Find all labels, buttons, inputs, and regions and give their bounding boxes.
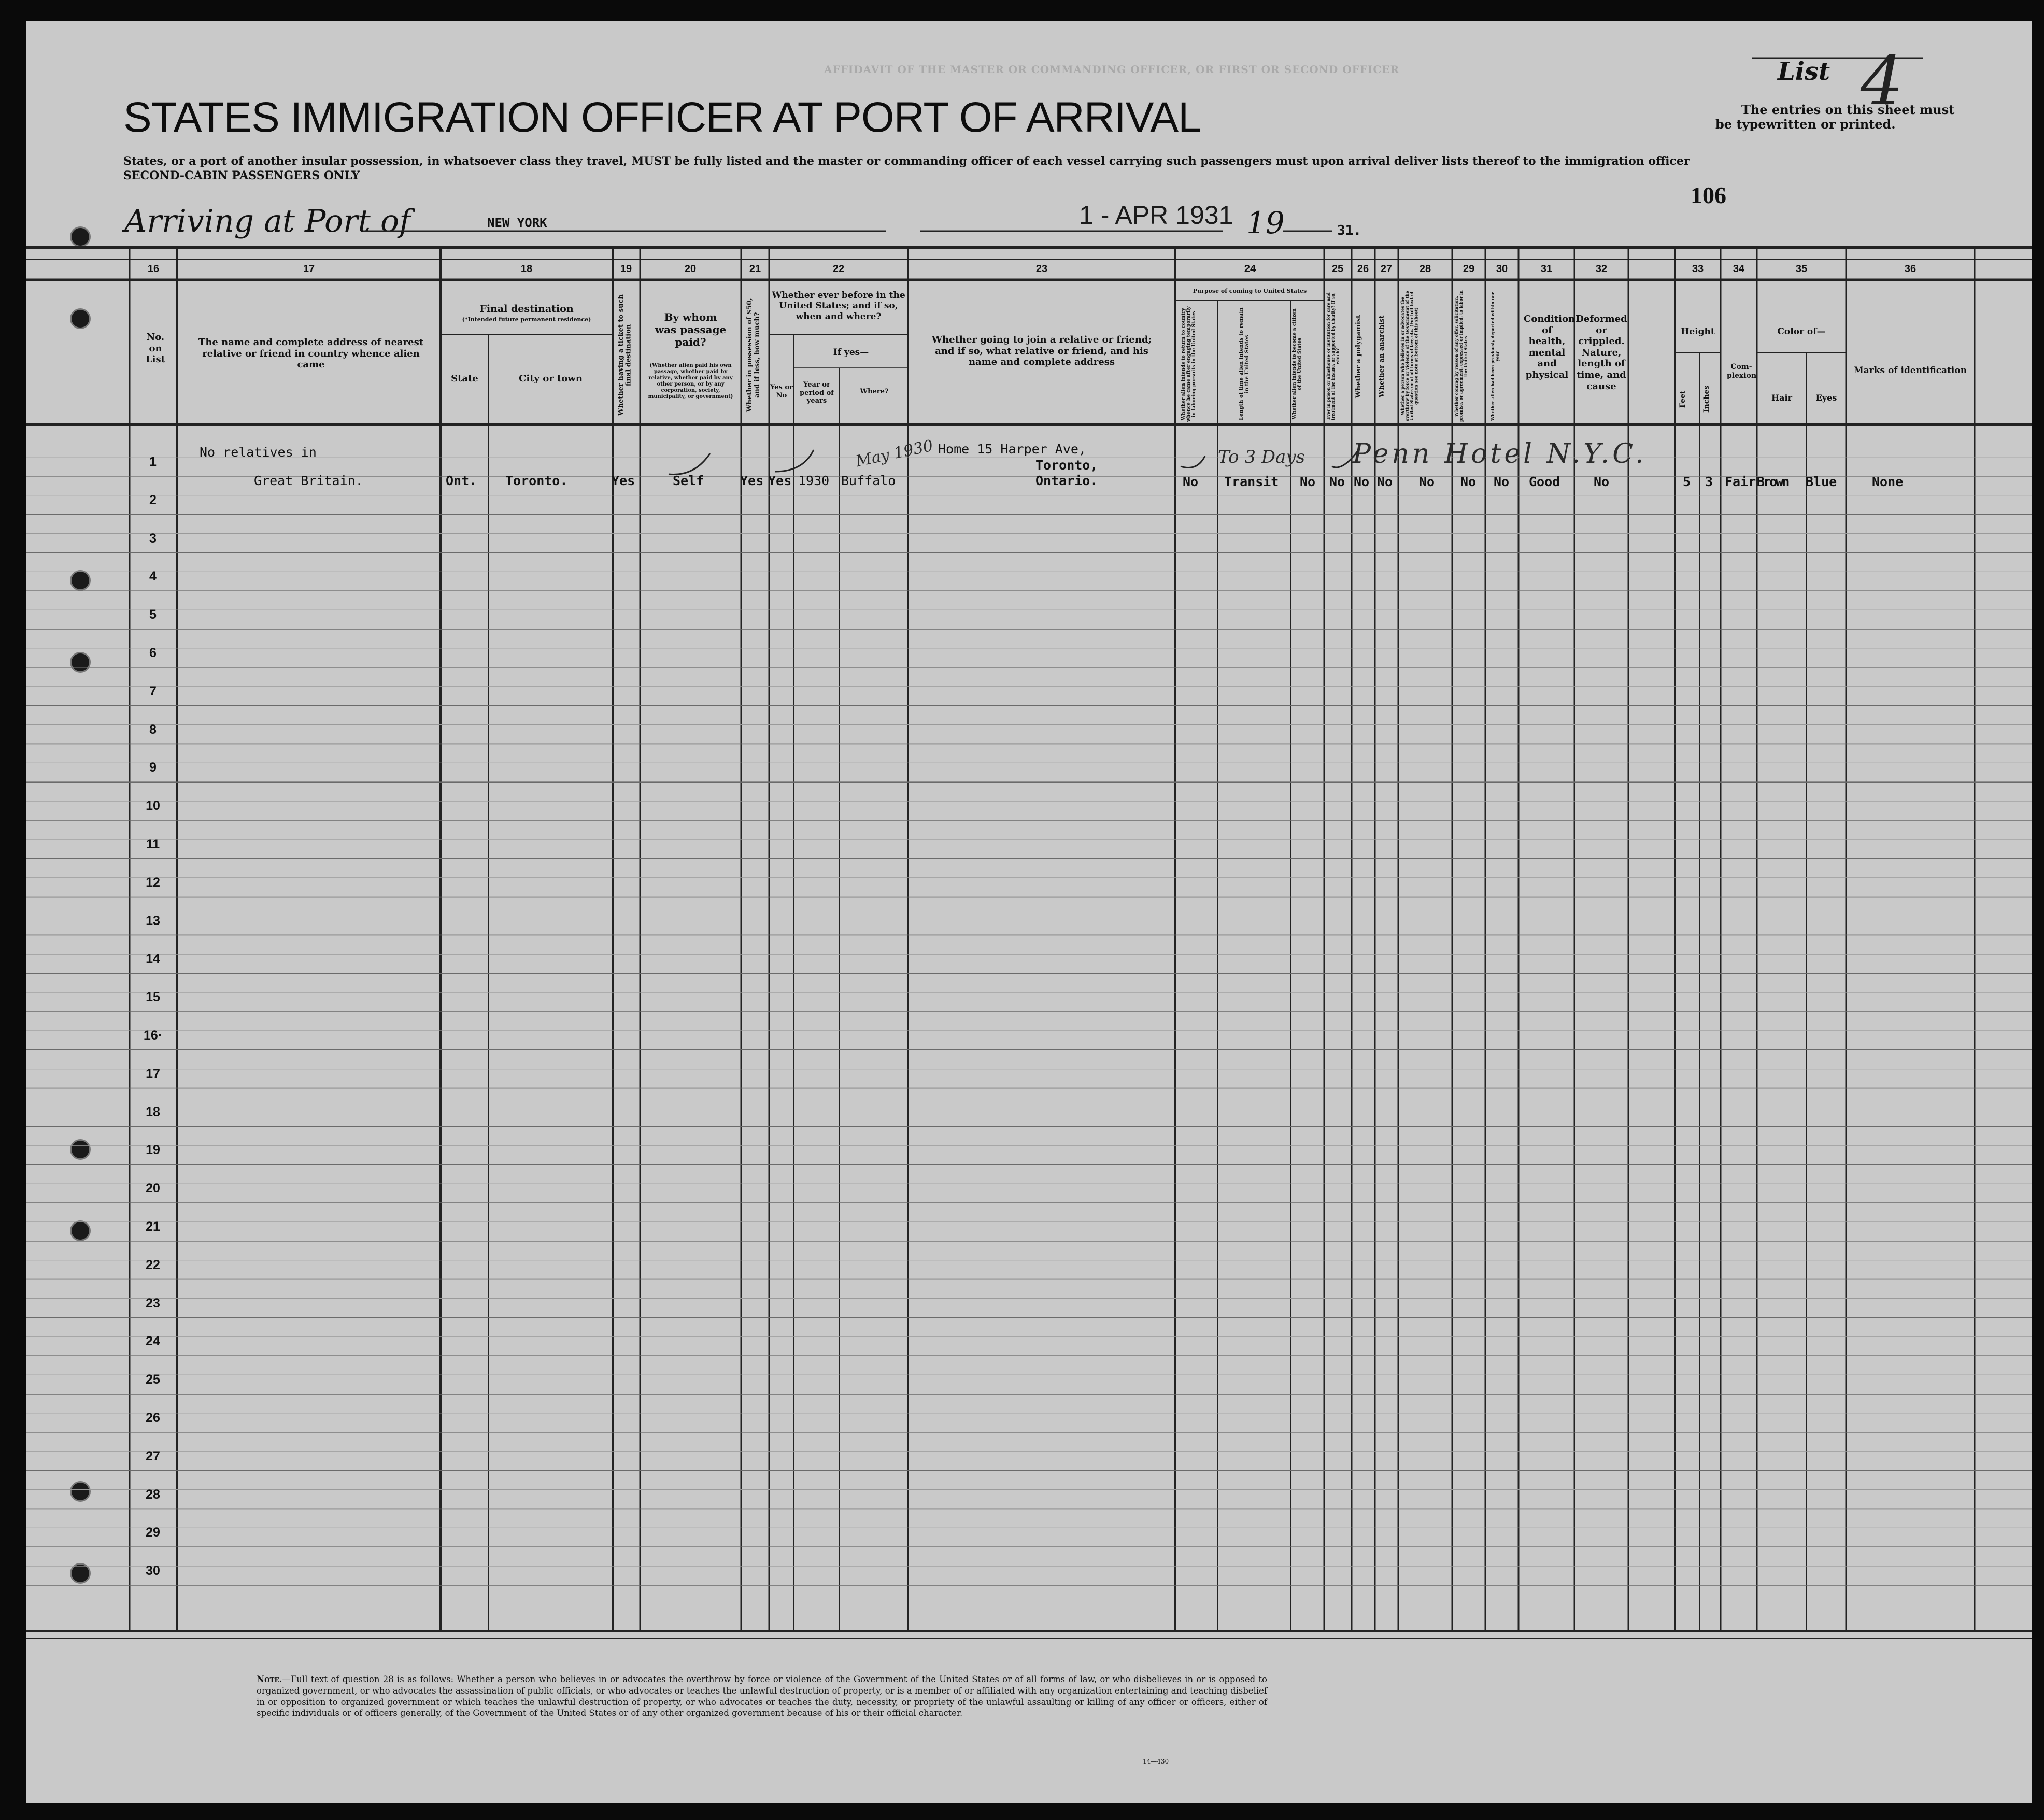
entries-note-2: be typewritten or printed. bbox=[1715, 117, 1896, 132]
entry-where: Buffalo bbox=[841, 473, 896, 488]
row-number: 6 bbox=[149, 646, 157, 660]
entry-ticket: Yes bbox=[612, 473, 635, 488]
header-inches: Inches bbox=[1702, 385, 1711, 413]
column-number: 17 bbox=[303, 263, 315, 275]
list-label: List bbox=[1778, 57, 1830, 86]
footnote bbox=[257, 1674, 1267, 1719]
row-number: 4 bbox=[149, 569, 157, 584]
row-number: 26 bbox=[146, 1411, 160, 1425]
faint-header: AFFIDAVIT OF THE MASTER OR COMMANDING OFFICER, OR FIRST OR SECOND OFFICER bbox=[824, 63, 1400, 76]
row-number: 23 bbox=[146, 1296, 160, 1311]
entry-deformed: No bbox=[1594, 474, 1610, 489]
header-yes-or-no: Yes or No bbox=[770, 383, 793, 400]
column-number: 36 bbox=[1904, 263, 1917, 275]
header-feet: Feet bbox=[1679, 390, 1687, 408]
header-height: Height bbox=[1681, 326, 1715, 337]
row-number: 28 bbox=[146, 1487, 160, 1502]
header-join-relative: Whether going to join a relative or friend; and if so, what relative or friend, and his name and complete address bbox=[931, 334, 1152, 368]
relative-line1: No relatives in bbox=[200, 445, 317, 460]
entry-marks: None bbox=[1872, 474, 1904, 489]
join-line1: Home 15 Harper Ave, bbox=[938, 442, 1086, 457]
header-eyes: Eyes bbox=[1815, 393, 1837, 403]
header-deported: Whether alien had been previously deported within one year bbox=[1490, 291, 1500, 421]
header-deformed: Deformed or crippled. Nature, length of time, and cause bbox=[1575, 314, 1627, 392]
header-state: State bbox=[451, 373, 478, 384]
row-number: 17 bbox=[146, 1066, 160, 1081]
entry-polygamist: No bbox=[1354, 474, 1370, 489]
header-marks: Marks of identification bbox=[1853, 365, 1967, 376]
entry-where-handwritten: May 1930 bbox=[854, 436, 935, 471]
year-suffix: 31. bbox=[1337, 223, 1361, 238]
header-purpose-length: Length of time alien intends to remain in the United States bbox=[1239, 307, 1250, 421]
entry-citizen: No bbox=[1300, 474, 1316, 489]
header-anarchist: Whether an anarchist bbox=[1378, 315, 1386, 397]
page-title: STATES IMMIGRATION OFFICER AT PORT OF ARRIVAL bbox=[123, 94, 1201, 141]
row-number: 5 bbox=[149, 607, 157, 622]
header-complexion: Com-plexion bbox=[1727, 363, 1757, 380]
header-prison: Ever in prison or almshouse or institution for care and treatment of the insane, or supported by charity? If so, which? bbox=[1326, 292, 1340, 420]
header-before-us: Whether ever before in the United States; and if so, when and where? bbox=[772, 290, 905, 322]
row-number: 9 bbox=[149, 760, 157, 775]
entry-prison: No bbox=[1329, 474, 1345, 489]
header-where: Where? bbox=[860, 388, 889, 395]
row-number: 8 bbox=[149, 722, 157, 737]
column-number: 28 bbox=[1419, 263, 1431, 275]
column-number: 25 bbox=[1331, 263, 1344, 275]
header-purpose-return: Whether alien intends to return to country whence he came after engaging temporarily in laboring pursuits in the United States bbox=[1181, 306, 1197, 422]
entry-anarchist: No bbox=[1377, 474, 1393, 489]
header-nearest-relative: The name and complete address of nearest relative or friend in country whence alien came bbox=[198, 337, 424, 371]
entry-length-hand: To 3 Days bbox=[1218, 447, 1305, 467]
header-no-on-list: No. on List bbox=[146, 332, 165, 365]
row-number: 12 bbox=[146, 875, 160, 890]
entry-year: 1930 bbox=[798, 473, 830, 488]
check-marks bbox=[26, 21, 2032, 1803]
column-number: 34 bbox=[1733, 263, 1745, 275]
header-health: Condition of health, mental and physical bbox=[1524, 314, 1575, 380]
entry-city: Toronto. bbox=[505, 473, 568, 488]
entry-feet: 5 bbox=[1683, 474, 1691, 489]
entry-length-typed: Transit bbox=[1224, 474, 1279, 489]
join-line3: Ontario. bbox=[1035, 473, 1098, 488]
header-final-destination: Final destination bbox=[479, 303, 574, 315]
footnote-text: —Full text of question 28 is as follows: Whether a person who believes in or advocates the overthrow by force or violence of the Government of the United States or of all forms of law, or who disbelieves in or is opposed to organized government, or who advocates the assassination of public officials, or who advocates or teaches the unlawful destruction of property, or is a member of or affiliated with any organization entertaining and teaching disbelief in or opposition to organized government or which teaches the unlawful destruction of property, or who advocates or teaches the duty, necessity, or propriety of the unlawful assaulting or killing of any officer or officers, either of specific individuals or of officers generally, of the Government of the United States or of any other organized government because of his or their official character. bbox=[257, 1674, 1267, 1718]
entry-paid-by: Self bbox=[673, 473, 704, 488]
column-number: 18 bbox=[520, 263, 533, 275]
entry-state: Ont. bbox=[446, 473, 477, 488]
row-number: 25 bbox=[146, 1372, 160, 1387]
entry-offer: No bbox=[1460, 474, 1477, 489]
row-number: 1 bbox=[149, 454, 157, 469]
entry-hair: Brown bbox=[1757, 474, 1788, 489]
arriving-label: Arriving at Port of bbox=[124, 203, 411, 239]
entries-note-1: The entries on this sheet must bbox=[1741, 102, 1955, 117]
entry-eyes: Blue bbox=[1806, 474, 1837, 489]
cabin-label: SECOND-CABIN PASSENGERS ONLY bbox=[123, 169, 360, 182]
column-number: 16 bbox=[147, 263, 160, 275]
row-number: 14 bbox=[146, 951, 160, 966]
date-stamp: 1 - APR 1931 bbox=[1079, 201, 1233, 230]
column-number: 24 bbox=[1244, 263, 1256, 275]
row-number: 16· bbox=[143, 1028, 163, 1043]
column-number: 31 bbox=[1540, 263, 1553, 275]
row-number: 24 bbox=[146, 1334, 160, 1349]
header-city: City or town bbox=[519, 373, 583, 384]
year-prefix: 19 bbox=[1246, 205, 1285, 240]
column-number: 35 bbox=[1795, 263, 1808, 275]
header-passage-note: (Whether alien paid his own passage, whether paid by relative, whether paid by any other person, or by any corporation, society, municipality, or government) bbox=[648, 363, 733, 400]
entry-fifty: Yes bbox=[740, 473, 764, 488]
column-number: 21 bbox=[749, 263, 761, 275]
header-color-of: Color of— bbox=[1777, 326, 1826, 337]
header-ticket: Whether having a ticket to such final destination bbox=[617, 294, 633, 416]
column-number: 22 bbox=[832, 263, 845, 275]
entry-inches: 3 bbox=[1705, 474, 1713, 489]
column-number: 32 bbox=[1595, 263, 1608, 275]
row-number: 15 bbox=[146, 990, 160, 1005]
row-number: 10 bbox=[146, 799, 160, 814]
row-number: 22 bbox=[146, 1257, 160, 1272]
header-passage-paid: By whom was passage paid? bbox=[655, 311, 727, 348]
row-number: 30 bbox=[146, 1563, 160, 1579]
manifest-sheet bbox=[26, 21, 2032, 1803]
column-number: 27 bbox=[1380, 263, 1393, 275]
entry-deported: No bbox=[1494, 474, 1510, 489]
column-number: 19 bbox=[620, 263, 632, 275]
entry-complexion: Fair bbox=[1725, 474, 1756, 489]
header-fifty: Whether in possession of $50, and if less, how much? bbox=[746, 298, 761, 412]
header-polygamist: Whether a polygamist bbox=[1355, 315, 1362, 398]
row-number: 7 bbox=[149, 684, 157, 699]
handwritten-annotation: Penn Hotel N.Y.C. bbox=[1353, 438, 1647, 470]
row-number: 27 bbox=[146, 1448, 160, 1463]
row-number: 21 bbox=[146, 1219, 160, 1234]
row-number: 20 bbox=[146, 1181, 160, 1196]
row-number: 19 bbox=[146, 1143, 160, 1158]
entry-overthrow: No bbox=[1419, 474, 1435, 489]
column-number: 30 bbox=[1496, 263, 1508, 275]
form-number: 14—430 bbox=[1143, 1758, 1169, 1765]
row-number: 3 bbox=[149, 531, 157, 546]
port-name: NEW YORK bbox=[487, 216, 547, 230]
header-coming-offer: Whether coming by reason of any offer, solicitation, promise, or agreement, expressed or implied, to labor in the United States bbox=[1454, 290, 1468, 422]
list-number: 4 bbox=[1861, 41, 1904, 120]
header-hair: Hair bbox=[1771, 393, 1792, 403]
row-number: 18 bbox=[146, 1104, 160, 1119]
column-number: 33 bbox=[1692, 263, 1704, 275]
header-final-destination-note: (*Intended future permanent residence) bbox=[462, 316, 591, 323]
relative-line2: Great Britain. bbox=[254, 473, 363, 488]
header-purpose-citizen: Whether alien intends to become a citizen of the United States bbox=[1292, 308, 1302, 420]
header-if-yes: If yes— bbox=[833, 347, 869, 358]
footnote-label: Note. bbox=[257, 1674, 282, 1684]
entry-before: Yes bbox=[768, 473, 792, 488]
header-purpose: Purpose of coming to United States bbox=[1193, 288, 1307, 294]
column-number: 29 bbox=[1463, 263, 1475, 275]
header-year-period: Year or period of years bbox=[800, 381, 834, 405]
entry-return: No bbox=[1183, 474, 1199, 489]
sheet-number: 106 bbox=[1691, 182, 1726, 208]
subtitle: States, or a port of another insular possession, in whatsoever class they travel, MUST be fully listed and the master or commanding officer of each vessel carrying such passengers must upon arrival deliver lists thereof to the immigration officer bbox=[123, 154, 1690, 168]
row-number: 11 bbox=[146, 837, 160, 851]
row-number: 29 bbox=[146, 1525, 160, 1540]
join-line2: Toronto, bbox=[1035, 458, 1098, 473]
row-number: 2 bbox=[149, 492, 157, 507]
column-number: 26 bbox=[1357, 263, 1369, 275]
entry-health: Good bbox=[1529, 474, 1560, 489]
header-overthrow: Whether a person who believes in or advocates the overthrow by force or violence of the Government of the United States or of all forms of law, etc. (For full text of question see note at bottom of this sheet) bbox=[1400, 291, 1419, 422]
column-number: 23 bbox=[1035, 263, 1048, 275]
column-number: 20 bbox=[684, 263, 697, 275]
row-number: 13 bbox=[146, 913, 160, 928]
